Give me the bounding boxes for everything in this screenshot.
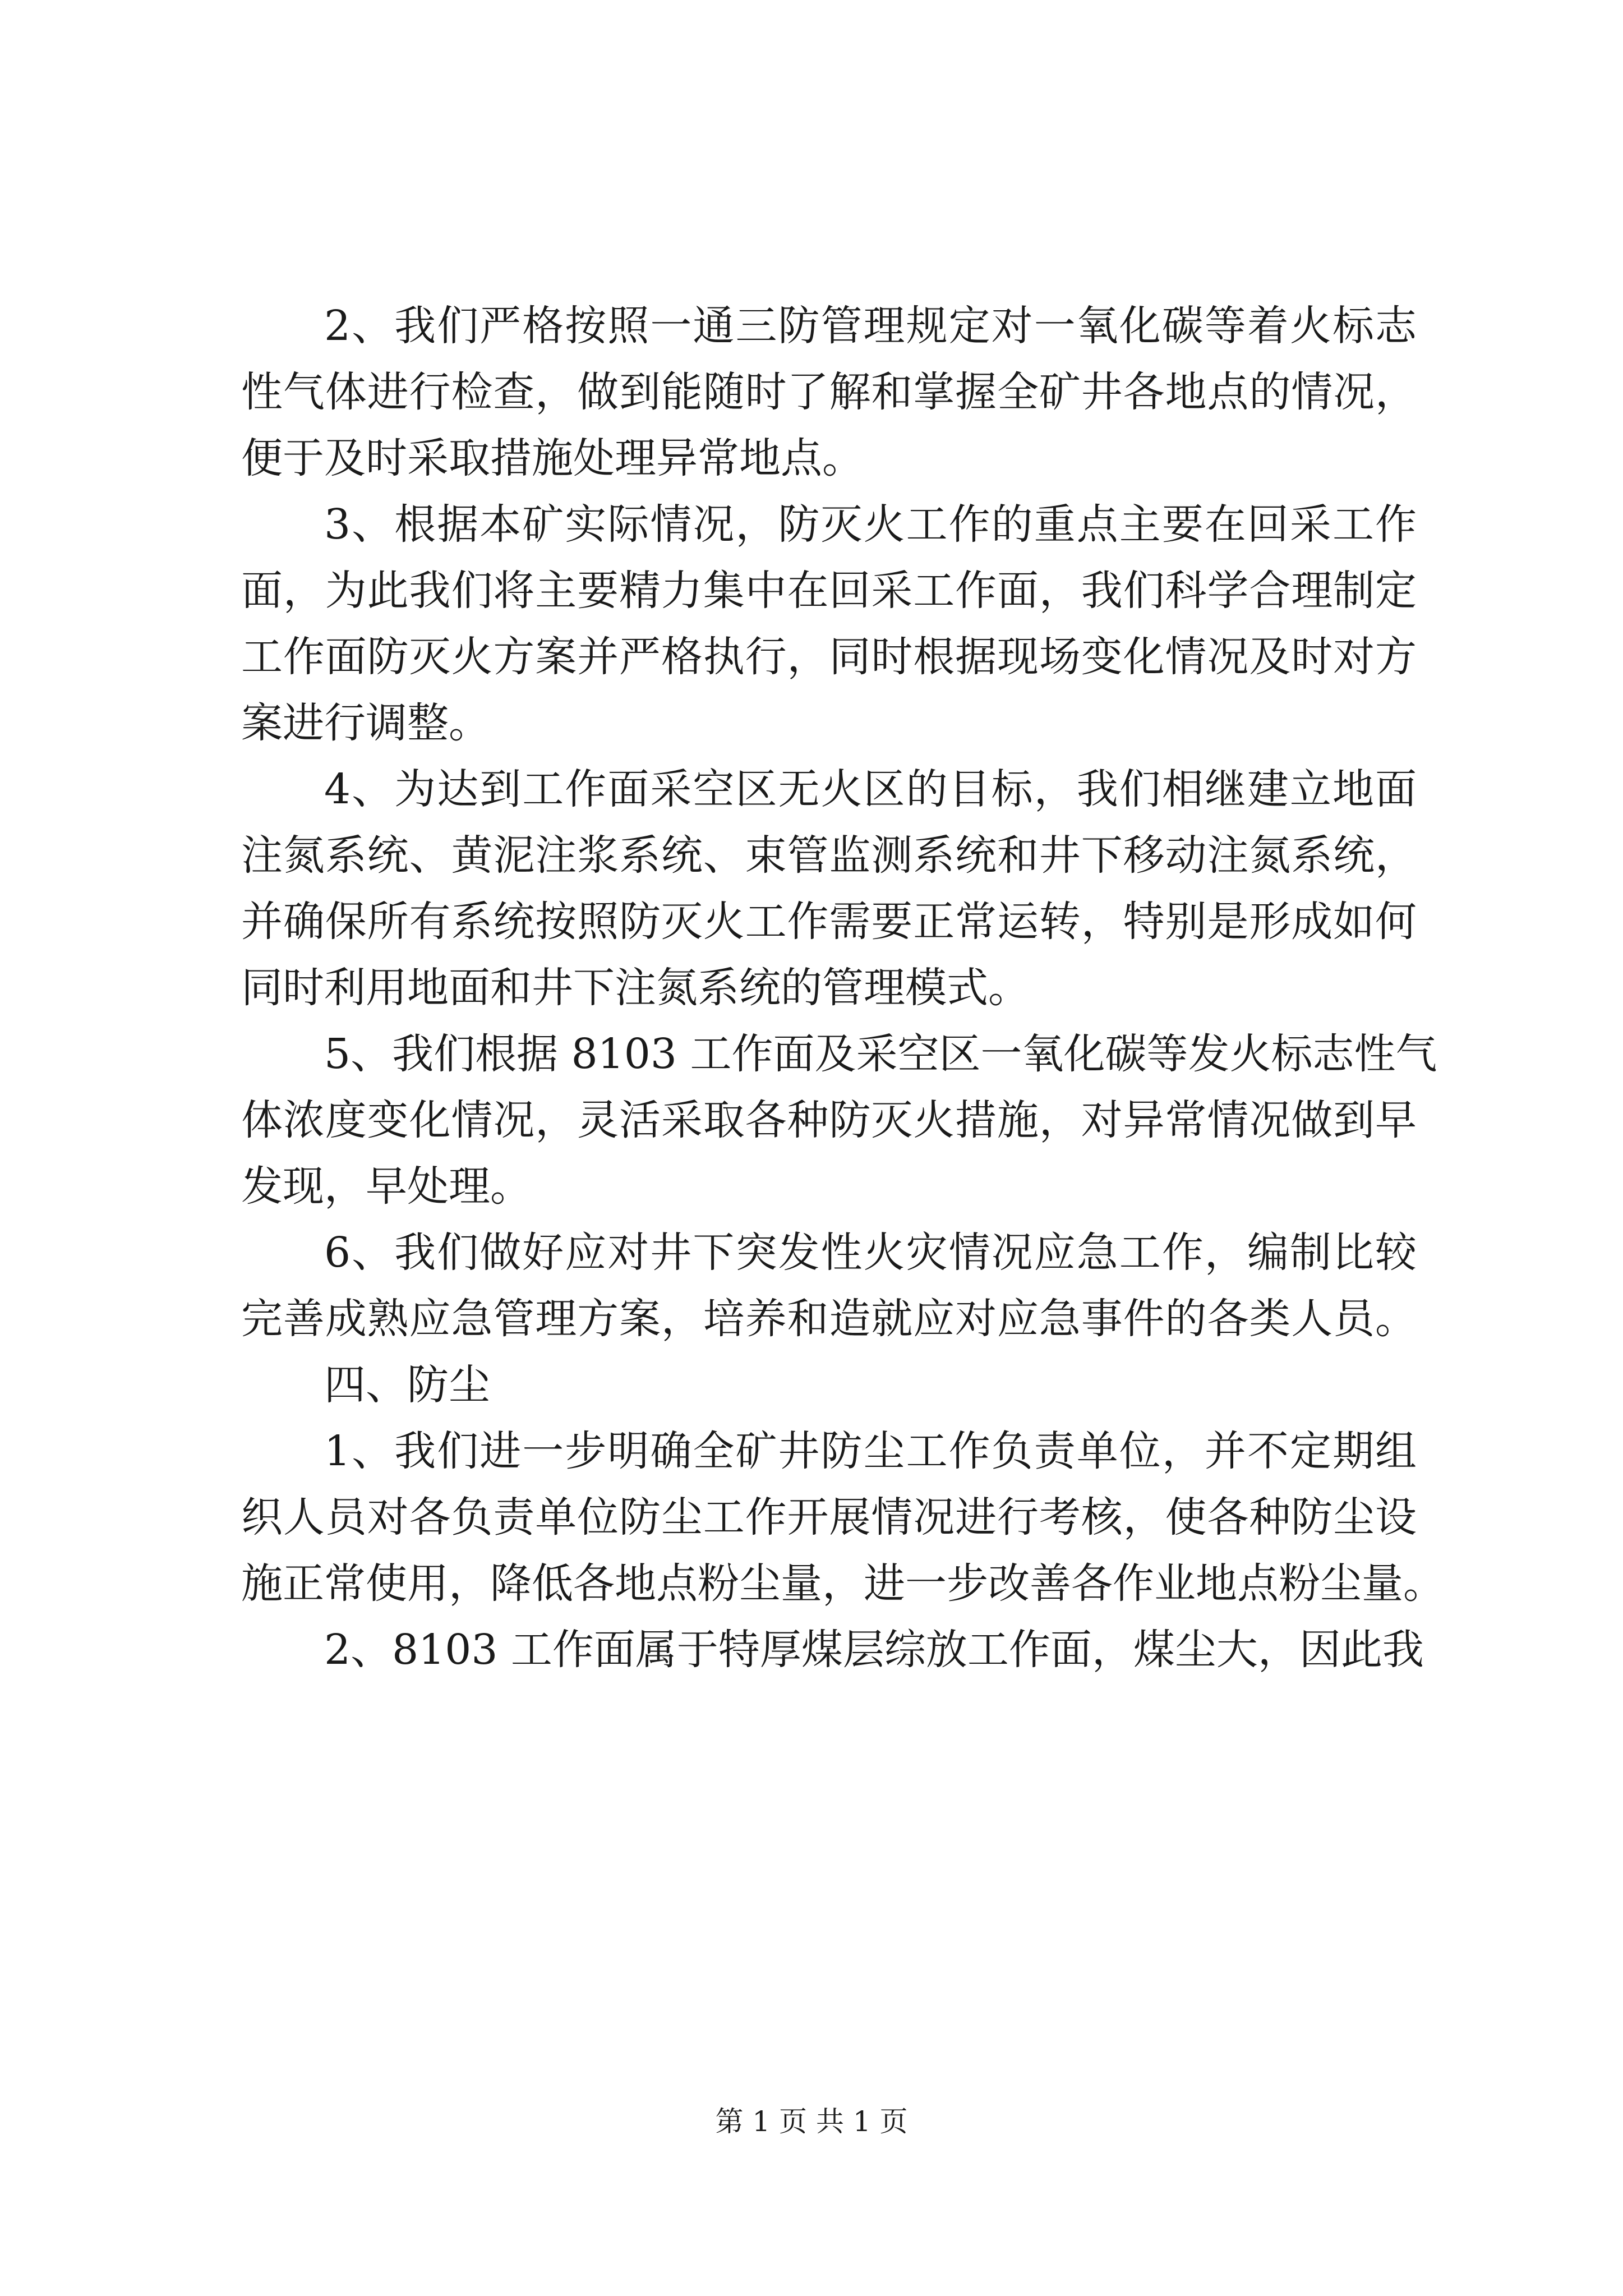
text-line: 注氮系统、黄泥注浆系统、束管监测系统和井下移动注氮系统， xyxy=(241,831,1417,880)
text-line: 案进行调整。 xyxy=(241,699,490,747)
text-line: 便于及时采取措施处理异常地点。 xyxy=(241,434,864,482)
text-line: 2、我们严格按照一通三防管理规定对一氧化碳等着火标志 xyxy=(324,302,1417,350)
text-line: 完善成熟应急管理方案，培养和造就应对应急事件的各类人员。 xyxy=(241,1295,1417,1343)
text-line: 并确保所有系统按照防灭火工作需要正常运转，特别是形成如何 xyxy=(241,898,1417,946)
text-line: 发现，早处理。 xyxy=(241,1162,532,1211)
section-heading: 四、防尘 xyxy=(324,1361,490,1409)
text-line: 织人员对各负责单位防尘工作开展情况进行考核，使各种防尘设 xyxy=(241,1493,1417,1542)
text-line: 施正常使用，降低各地点粉尘量，进一步改善各作业地点粉尘量。 xyxy=(241,1559,1445,1608)
text-line: 面，为此我们将主要精力集中在回采工作面，我们科学合理制定 xyxy=(241,567,1417,615)
text-line: 5、我们根据 8103 工作面及采空区一氧化碳等发火标志性气 xyxy=(324,1030,1437,1078)
text-line: 性气体进行检查，做到能随时了解和掌握全矿井各地点的情况， xyxy=(241,368,1417,416)
text-line: 体浓度变化情况，灵活采取各种防灭火措施，对异常情况做到早 xyxy=(241,1096,1417,1144)
page-footer: 第 1 页 共 1 页 xyxy=(715,2105,908,2138)
text-line: 2、8103 工作面属于特厚煤层综放工作面，煤尘大，因此我 xyxy=(324,1626,1424,1674)
text-line: 工作面防灭火方案并严格执行，同时根据现场变化情况及时对方 xyxy=(241,633,1417,681)
text-line: 3、根据本矿实际情况，防灭火工作的重点主要在回采工作 xyxy=(324,500,1417,549)
text-line: 6、我们做好应对井下突发性火灾情况应急工作，编制比较 xyxy=(324,1228,1417,1277)
text-line: 1、我们进一步明确全矿井防尘工作负责单位，并不定期组 xyxy=(324,1427,1417,1475)
text-line: 同时利用地面和井下注氮系统的管理模式。 xyxy=(241,964,1030,1012)
text-line: 4、为达到工作面采空区无火区的目标，我们相继建立地面 xyxy=(324,765,1417,813)
document-body xyxy=(241,293,1445,1683)
